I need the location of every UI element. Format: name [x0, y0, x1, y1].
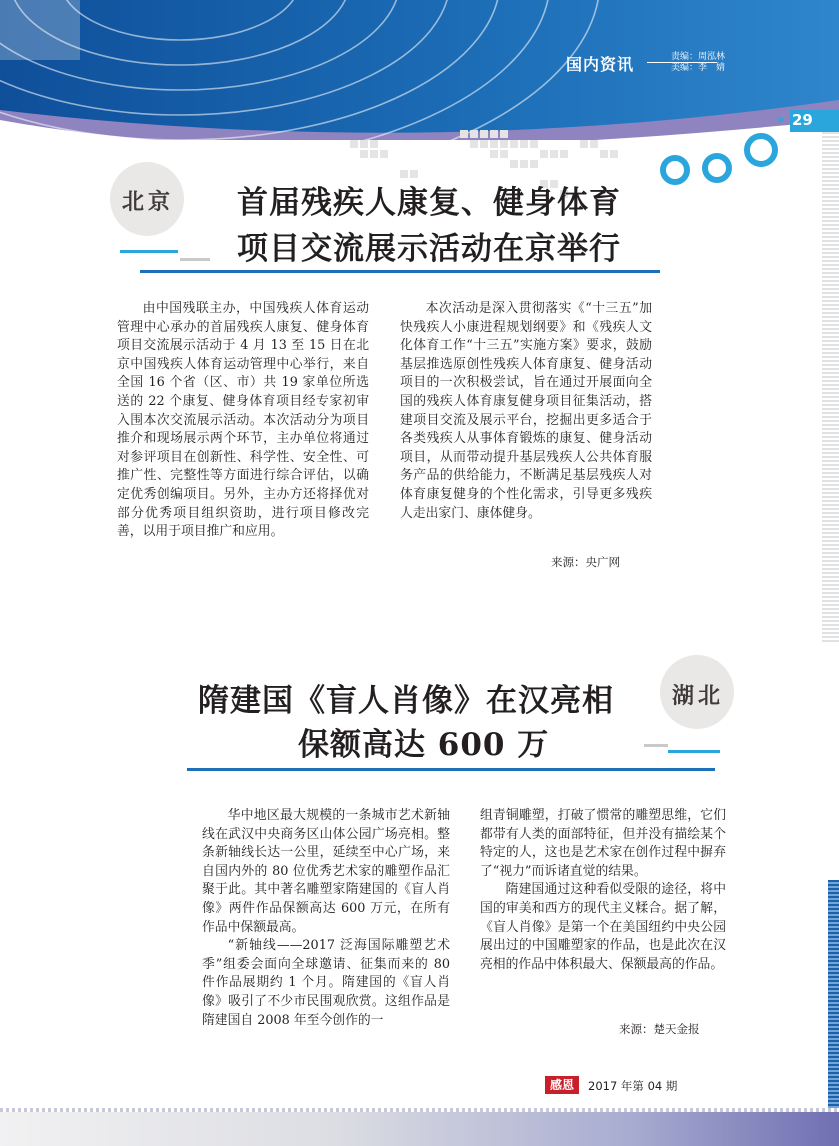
article2-title-line2: 保额高达 600 万	[298, 727, 550, 763]
footer-bar	[0, 1112, 839, 1146]
magazine-logo: 感恩	[545, 1076, 579, 1094]
article1-paragraph: 由中国残联主办，中国残疾人体育运动管理中心承办的首届残疾人康复、健身体育项目交流展示活动于 4 月 13 至 15 日在北京中国残疾人体育运动管理中心举行，来自全国 16 个省（区、市）共 19 家单位所选送的 22 个康复、健身体育项目经专家初审入围本次交流展示活动。本次活动分为项目推介和现场展示两个环节，主办单位将通过对参评项目在创新性、科学性、安全性、可推广性、完整性等方面进行综合评估，以确定优秀创编项目。另外，主办方还将择优对部分优秀项目组织资助，进行项目修改完善，以用于项目推广和应用。	[117, 301, 369, 540]
location-label: 湖北	[671, 684, 724, 709]
badge-accent-line	[668, 750, 720, 753]
editor-credit: 责编：周泓林	[671, 52, 726, 62]
designer-credit: 美编：李 婧	[671, 63, 726, 73]
article2-title-line1: 隋建国《盲人肖像》在汉亮相	[198, 683, 614, 719]
badge-accent-line-gray	[180, 258, 210, 261]
article2-paragraph: “新轴线——2017 泛海国际雕塑艺术季”组委会面向全球邀请、征集而来的 80 件作品展期约 1 个月。隋建国的《盲人肖像》吸引了不少市民围观欣赏。这组作品是隋建国自 2008 年至今创作的一	[202, 938, 450, 1028]
location-label: 北京	[121, 190, 174, 215]
article2-column1	[202, 807, 450, 1030]
article1-column2	[400, 300, 652, 523]
article2-column2	[480, 807, 726, 974]
right-decor-strip-lower	[828, 880, 839, 1130]
article1-title-line1: 首届残疾人康复、健身体育	[237, 185, 621, 221]
article1-paragraph: 本次活动是深入贯彻落实《“十三五”加快残疾人小康进程规划纲要》和《残疾人文化体育工作“十三五”实施方案》要求，鼓励基层推选原创性残疾人体育康复、健身活动项目的一次积极尝试，旨在通过开展面向全国的残疾人体育康复健身项目征集活动，搭建项目交流及展示平台，挖掘出更多适合于各类残疾人从事体育锻炼的康复、健身活动项目，从而带动提升基层残疾人公共体育服务产品的供给能力，不断满足基层残疾人对体育康复健身的个性化需求，引导更多残疾人走出家门、康体健身。	[400, 301, 652, 521]
badge-accent-line-gray	[644, 744, 668, 747]
article2-paragraph: 组青铜雕塑，打破了惯常的雕塑思维，它们都带有人类的面部特征，但并没有描绘某个特定的人，这也是艺术家在创作过程中摒弃了“视力”而诉诸直觉的结果。	[480, 808, 726, 879]
article1-source: 来源：央广网	[551, 555, 620, 569]
issue-label: 2017 年第 04 期	[588, 1079, 678, 1093]
page-number: 29	[792, 111, 813, 129]
article1-title-line2: 项目交流展示活动在京举行	[237, 231, 621, 267]
circle-decoration	[655, 130, 795, 190]
article1-column1	[117, 300, 369, 542]
article1-title-rule	[140, 270, 660, 273]
right-decor-strip	[822, 132, 839, 642]
page-arrows: »	[776, 112, 786, 128]
section-title: 国内资讯	[566, 55, 635, 74]
badge-accent-line	[120, 250, 178, 253]
article2-paragraph: 隋建国通过这种看似受限的途径，将中国的审美和西方的现代主义糅合。据了解，《盲人肖像》是第一个在美国纽约中央公园展出过的中国雕塑家的作品，也是此次在汉亮相的作品中体积最大、保额最高的作品。	[480, 882, 726, 972]
article2-source: 来源：楚天金报	[619, 1022, 700, 1036]
article2-paragraph: 华中地区最大规模的一条城市艺术新轴线在武汉中央商务区山体公园广场亮相。整条新轴线长达一公里，延续至中心广场，来自国内外的 80 位优秀艺术家的雕塑作品汇聚于此。其中著名雕塑家隋建国的《盲人肖像》两件作品保额高达 600 万元，在所有作品中保额最高。	[202, 808, 450, 935]
article2-title-rule	[187, 768, 715, 771]
